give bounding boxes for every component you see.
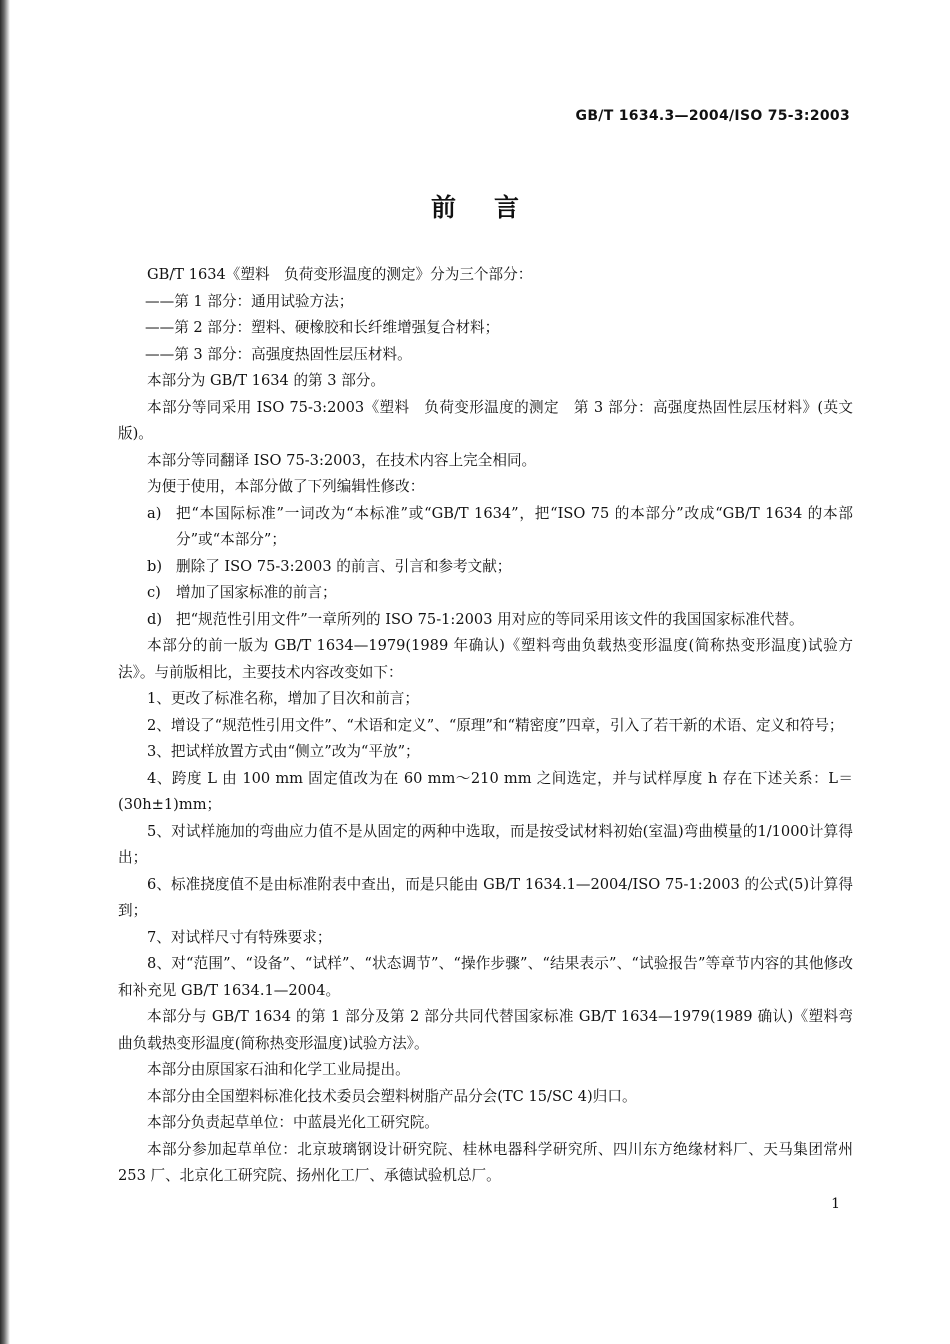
edit-text: 删除了 ISO 75-3:2003 的前言、引言和参考文献； [176, 557, 512, 575]
closing-paragraph: 本部分与 GB/T 1634 的第 1 部分及第 2 部分共同代替国家标准 GB/T 1634—1979(1989 确认)《塑料弯曲负载热变形温度(简称热变形温度)试验方法》。 [118, 1008, 853, 1052]
change-item: 3、把试样放置方式由“侧立”改为“平放”； [147, 743, 420, 760]
page-number: 1 [831, 1196, 840, 1212]
standard-code: GB/T 1634.3—2004/ISO 75-3:2003 [575, 108, 850, 124]
paragraph: 为便于使用，本部分做了下列编辑性修改： [147, 478, 425, 495]
change-item: 1、更改了标准名称，增加了目次和前言； [147, 690, 419, 707]
edit-text: 把“本国际标准”一词改为“本标准”或“GB/T 1634”，把“ISO 75 的本部分”改成“GB/T 1634 的本部分”或“本部分”； [176, 504, 853, 548]
page-title: 前言 [430, 193, 557, 222]
closing-paragraph: 本部分负责起草单位：中蓝晨光化工研究院。 [147, 1114, 439, 1131]
part-item: ——第 2 部分：塑料、硬橡胶和长纤维增强复合材料； [145, 319, 500, 336]
intro-paragraph: GB/T 1634《塑料 负荷变形温度的测定》分为三个部分： [147, 266, 533, 283]
change-item: 2、增设了“规范性引用文件”、“术语和定义”、“原理”和“精密度”四章，引入了若干新的术语、定义和符号； [147, 716, 844, 734]
edits-list [118, 501, 853, 634]
edit-label: b) [147, 557, 163, 575]
previous-version-paragraph: 本部分的前一版为 GB/T 1634—1979(1989 年确认)《塑料弯曲负载热变形温度(简称热变形温度)试验方法》。与前版相比，主要技术内容改变如下： [118, 637, 853, 681]
edit-item [147, 501, 853, 554]
change-item: 4、跨度 L 由 100 mm 固定值改为在 60 mm～210 mm 之间选定，并与试样厚度 h 存在下述关系：L＝(30h±1)mm； [118, 769, 853, 813]
part-item: ——第 3 部分：高强度热固性层压材料。 [145, 345, 412, 363]
edit-label: c) [147, 584, 161, 601]
paragraph: 本部分等同翻译 ISO 75-3:2003，在技术内容上完全相同。 [147, 451, 537, 469]
edit-label: a) [147, 504, 162, 522]
edit-label: d) [147, 610, 163, 628]
closing-paragraph: 本部分由原国家石油和化学工业局提出。 [147, 1061, 410, 1078]
paragraph: 本部分为 GB/T 1634 的第 3 部分。 [147, 372, 385, 389]
edit-item [147, 580, 853, 607]
edit-item [147, 554, 853, 581]
change-item: 6、标准挠度值不是由标准附表中查出，而是只能由 GB/T 1634.1—2004/ISO 75-1:2003 的公式(5)计算得到； [118, 875, 853, 919]
edit-text: 增加了国家标准的前言； [176, 584, 337, 601]
closing-paragraph: 本部分参加起草单位：北京玻璃钢设计研究院、桂林电器科学研究所、四川东方绝缘材料厂、天马集团常州 253 厂、北京化工研究院、扬州化工厂、承德试验机总厂。 [118, 1140, 853, 1184]
change-item: 5、对试样施加的弯曲应力值不是从固定的两种中选取，而是按受试材料初始(室温)弯曲模量的1/1000计算得出； [118, 822, 853, 866]
closing-paragraph: 本部分由全国塑料标准化技术委员会塑料树脂产品分会(TC 15/SC 4)归口。 [147, 1087, 637, 1105]
edit-item [147, 607, 853, 634]
foreword-body [118, 262, 853, 1190]
edit-text: 把“规范性引用文件”一章所列的 ISO 75-1:2003 用对应的等同采用该文件的我国国家标准代替。 [176, 610, 804, 628]
change-item: 7、对试样尺寸有特殊要求； [147, 928, 332, 946]
paragraph: 本部分等同采用 ISO 75-3:2003《塑料 负荷变形温度的测定 第 3 部分：高强度热固性层压材料》(英文版)。 [118, 398, 853, 442]
change-item: 8、对“范围”、“设备”、“试样”、“状态调节”、“操作步骤”、“结果表示”、“试验报告”等章节内容的其他修改和补充见 GB/T 1634.1—2004。 [118, 955, 853, 999]
part-item: ——第 1 部分：通用试验方法； [145, 292, 354, 310]
